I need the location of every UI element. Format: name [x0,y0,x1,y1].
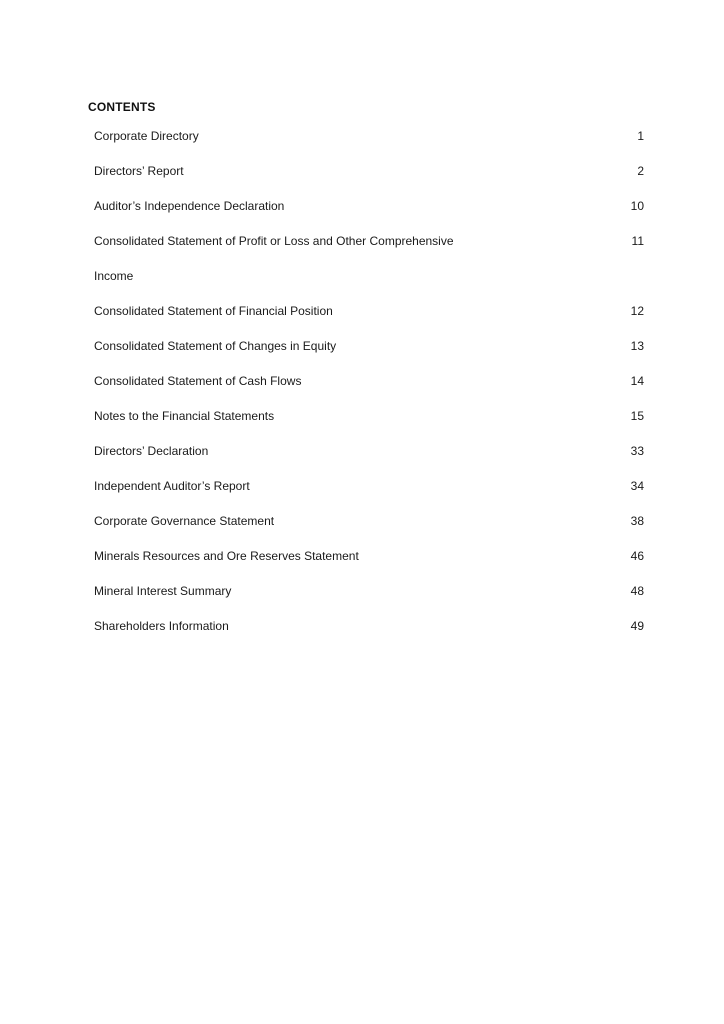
toc-entry-changes-in-equity [94,338,644,373]
toc-entry-cash-flows [94,373,644,408]
toc-entry-title: Notes to the Financial Statements [94,409,275,423]
toc-entry-page-number: 48 [630,584,644,598]
toc-entry-page-number: 1 [637,129,644,143]
toc-entry-profit-or-loss [94,233,644,268]
contents-heading: CONTENTS [88,100,156,114]
toc-entry-corporate-governance [94,513,644,548]
toc-entry-page-number: 14 [630,374,644,388]
toc-entry-directors-report [94,163,644,198]
toc-entry-title: Independent Auditor’s Report [94,479,250,493]
toc-entry-page-number: 12 [630,304,644,318]
toc-entry-shareholders-information [94,618,644,653]
toc-entry-page-number: 33 [630,444,644,458]
toc-entry-page-number: 46 [630,549,644,563]
toc-entry-mineral-interest-summary [94,583,644,618]
toc-entry-title: Auditor’s Independence Declaration [94,199,285,213]
toc-entry-page-number: 11 [631,234,644,248]
toc-entry-page-number: 34 [630,479,644,493]
toc-entry-auditors-independence-declaration [94,198,644,233]
toc-entry-title: Consolidated Statement of Financial Position [94,304,333,318]
toc-entry-notes [94,408,644,443]
toc-entry-directors-declaration [94,443,644,478]
toc-entry-minerals-resources [94,548,644,583]
toc-entry-corporate-directory [94,128,644,163]
toc-entry-financial-position [94,303,644,338]
toc-entry-page-number: 38 [630,514,644,528]
toc-entry-title: Directors’ Declaration [94,444,209,458]
toc-entry-independent-auditors-report [94,478,644,513]
toc-entry-title: Shareholders Information [94,619,229,633]
toc-entry-page-number: 13 [630,339,644,353]
toc-entry-title: Consolidated Statement of Cash Flows [94,374,302,388]
toc-entry-title: Consolidated Statement of Changes in Equity [94,339,337,353]
toc-entry-title: Corporate Governance Statement [94,514,275,528]
toc-entry-title: Corporate Directory [94,129,199,143]
toc-entry-title: Minerals Resources and Ore Reserves Statement [94,549,359,563]
toc-entry-title: Directors’ Report [94,164,184,178]
toc-entry-page-number: 2 [637,164,644,178]
toc-entry-title: Mineral Interest Summary [94,584,232,598]
toc-entry-page-number: 15 [630,409,644,423]
toc-entry-profit-or-loss-continued [94,268,644,303]
table-of-contents [94,128,644,653]
toc-entry-page-number: 49 [630,619,644,633]
toc-entry-title: Income [94,269,134,283]
toc-entry-title: Consolidated Statement of Profit or Loss and Other Comprehensive [94,234,454,248]
toc-entry-page-number: 10 [630,199,644,213]
